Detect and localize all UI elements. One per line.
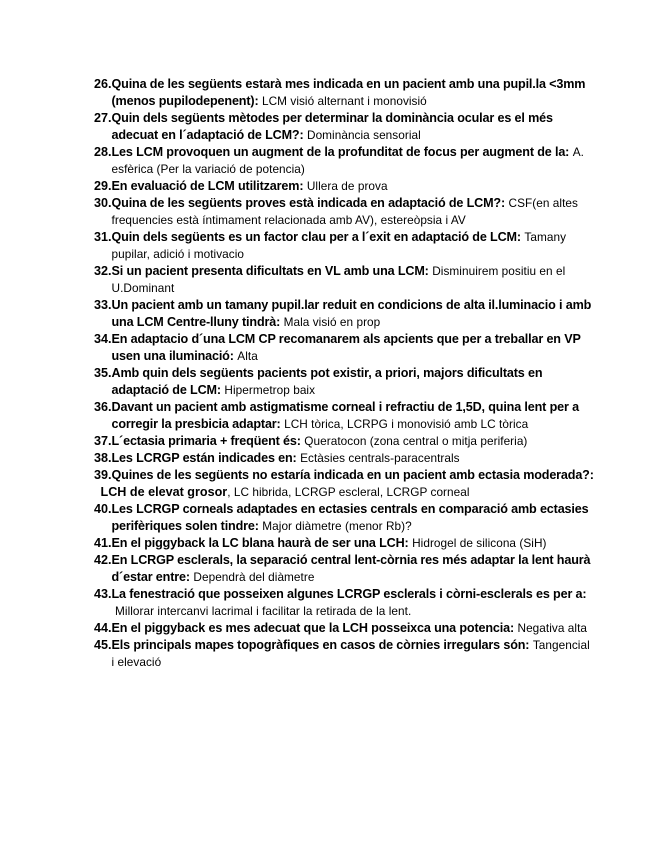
question-text-block <box>112 331 594 365</box>
question-number: 41. <box>94 536 112 550</box>
answer-text: Millorar intercanvi lacrimal i facilitar la retirada de la lent. <box>115 604 412 618</box>
question-text-block <box>112 76 594 110</box>
question-text: En adaptacio d´una LCM CP recomanarem als apcients que per a treballar en VP usen una iluminació: <box>111 332 581 363</box>
question-number: 27. <box>94 111 112 125</box>
question-text: Quina de les següents estarà mes indicada en un pacient amb una pupil.la <3mm (menos pupilodepenent): <box>111 77 586 108</box>
question-text-block <box>112 552 594 586</box>
question-item <box>94 552 594 586</box>
question-text: Quin dels següents es un factor clau per a l´exit en adaptació de LCM: <box>111 230 521 244</box>
question-text-block <box>112 229 594 263</box>
question-text-block <box>112 586 594 620</box>
answer-text: Ullera de prova <box>306 179 388 193</box>
question-number: 31. <box>94 230 112 244</box>
answer-text: Mala visió en prop <box>283 315 381 329</box>
question-number: 29. <box>94 179 112 193</box>
answer-text: Queratocon (zona central o mitja periferia) <box>304 434 528 448</box>
question-item <box>94 229 594 263</box>
question-item <box>94 297 594 331</box>
question-number: 39. <box>94 468 112 482</box>
question-text: Un pacient amb un tamany pupil.lar reduit en condicions de alta il.luminacio i amb una LCM Centre-lluny tindrà: <box>111 298 592 329</box>
answer-text: Hidrogel de silicona (SiH) <box>412 536 547 550</box>
question-number: 40. <box>94 502 112 516</box>
answer-highlight: LCH de elevat grosor <box>100 485 228 499</box>
question-number: 36. <box>94 400 112 414</box>
answer-line <box>101 484 594 501</box>
question-text-block <box>112 144 594 178</box>
question-number: 38. <box>94 451 112 465</box>
question-text-block <box>112 110 594 144</box>
question-text-block <box>112 195 594 229</box>
question-item <box>94 620 594 637</box>
answer-text: Hipermetrop baix <box>224 383 316 397</box>
question-number: 37. <box>94 434 112 448</box>
answer-text: LCH tòrica, LCRPG i monovisió amb LC tòrica <box>284 417 529 431</box>
answer-text: Major diàmetre (menor Rb)? <box>262 519 412 533</box>
answer-text: , LC hibrida, LCRGP escleral, LCRGP corneal <box>227 485 470 499</box>
question-number: 42. <box>94 553 112 567</box>
question-number: 34. <box>94 332 112 346</box>
question-text: Els principals mapes topogràfiques en casos de còrnies irregulars són: <box>111 638 530 652</box>
question-text-block <box>112 535 594 552</box>
question-item <box>94 110 594 144</box>
question-text-block <box>112 501 594 535</box>
question-item <box>94 450 594 467</box>
answer-text: A. esfèrica (Per la variació de potencia) <box>111 145 584 176</box>
question-item <box>94 365 594 399</box>
question-text: En el piggyback la LC blana haurà de ser una LCH: <box>111 536 409 550</box>
question-text-block <box>112 263 594 297</box>
answer-text: LCM visió alternant i monovisió <box>261 94 427 108</box>
question-item <box>94 195 594 229</box>
question-text: La fenestració que posseixen algunes LCRGP esclerals i còrni-esclerals es per a: <box>111 587 587 601</box>
question-item <box>94 637 594 671</box>
question-number: 43. <box>94 587 112 601</box>
answer-text: Ectàsies centrals-paracentrals <box>300 451 460 465</box>
question-text-block <box>112 433 594 450</box>
question-item <box>94 433 594 450</box>
answer-text: Tangencial i elevació <box>111 638 590 669</box>
question-text-block <box>112 450 594 467</box>
question-text: En el piggyback es mes adecuat que la LCH posseixca una potencia: <box>111 621 514 635</box>
question-text-block <box>112 365 594 399</box>
question-number: 26. <box>94 77 112 91</box>
question-item <box>94 331 594 365</box>
question-text-block <box>112 399 594 433</box>
question-item <box>94 467 594 501</box>
answer-text: Negativa alta <box>517 621 588 635</box>
question-text: Davant un pacient amb astigmatisme corneal i refractiu de 1,5D, quina lent per a corregir la presbicia adaptar: <box>111 400 579 431</box>
question-item <box>94 399 594 433</box>
question-text: L´ectasia primaria + freqüent és: <box>111 434 301 448</box>
question-item <box>94 76 594 110</box>
question-text: En LCRGP esclerals, la separació central lent-còrnia res més adaptar la lent haurà d´estar entre: <box>111 553 591 584</box>
answer-text: Disminuirem positiu en el U.Dominant <box>111 264 566 295</box>
question-text: Amb quin dels següents pacients pot existir, a priori, majors dificultats en adaptació de LCM: <box>111 366 543 397</box>
answer-text: Dominància sensorial <box>307 128 421 142</box>
question-item <box>94 501 594 535</box>
question-item <box>94 586 594 620</box>
question-number: 44. <box>94 621 112 635</box>
answer-text: Tamany pupilar, adició i motivacio <box>111 230 567 261</box>
question-number: 35. <box>94 366 112 380</box>
question-text-block <box>112 620 594 637</box>
question-text: Les LCM provoquen un augment de la profunditat de focus per augment de la: <box>111 145 570 159</box>
question-number: 28. <box>94 145 112 159</box>
question-number: 33. <box>94 298 112 312</box>
answer-text: CSF(en altes frequencies està íntimament relacionada amb AV), estereòpsia i AV <box>111 196 578 227</box>
question-text: Les LCRGP están indicades en: <box>111 451 297 465</box>
question-text-block <box>112 637 594 671</box>
question-text: Les LCRGP corneals adaptades en ectasies centrals en comparació amb ectasies perifèriques solen tindre: <box>111 502 589 533</box>
question-item <box>94 263 594 297</box>
question-text-block <box>112 178 594 195</box>
question-item <box>94 144 594 178</box>
answer-text: Dependrà del diàmetre <box>193 570 315 584</box>
question-list <box>94 76 594 671</box>
answer-text: Alta <box>237 349 258 363</box>
question-number: 45. <box>94 638 112 652</box>
question-number: 32. <box>94 264 112 278</box>
question-item <box>94 535 594 552</box>
question-text: Quines de les següents no estaría indicada en un pacient amb ectasia moderada?: <box>111 468 594 482</box>
question-text-block <box>112 297 594 331</box>
question-text: Quin dels següents mètodes per determinar la dominància ocular es el més adecuat en l´adaptació de LCM?: <box>111 111 553 142</box>
question-text: Quina de les següents proves està indicada en adaptació de LCM?: <box>111 196 506 210</box>
question-item <box>94 178 594 195</box>
question-number: 30. <box>94 196 112 210</box>
question-text: Si un pacient presenta dificultats en VL amb una LCM: <box>111 264 429 278</box>
question-text: En evaluació de LCM utilitzarem: <box>111 179 304 193</box>
